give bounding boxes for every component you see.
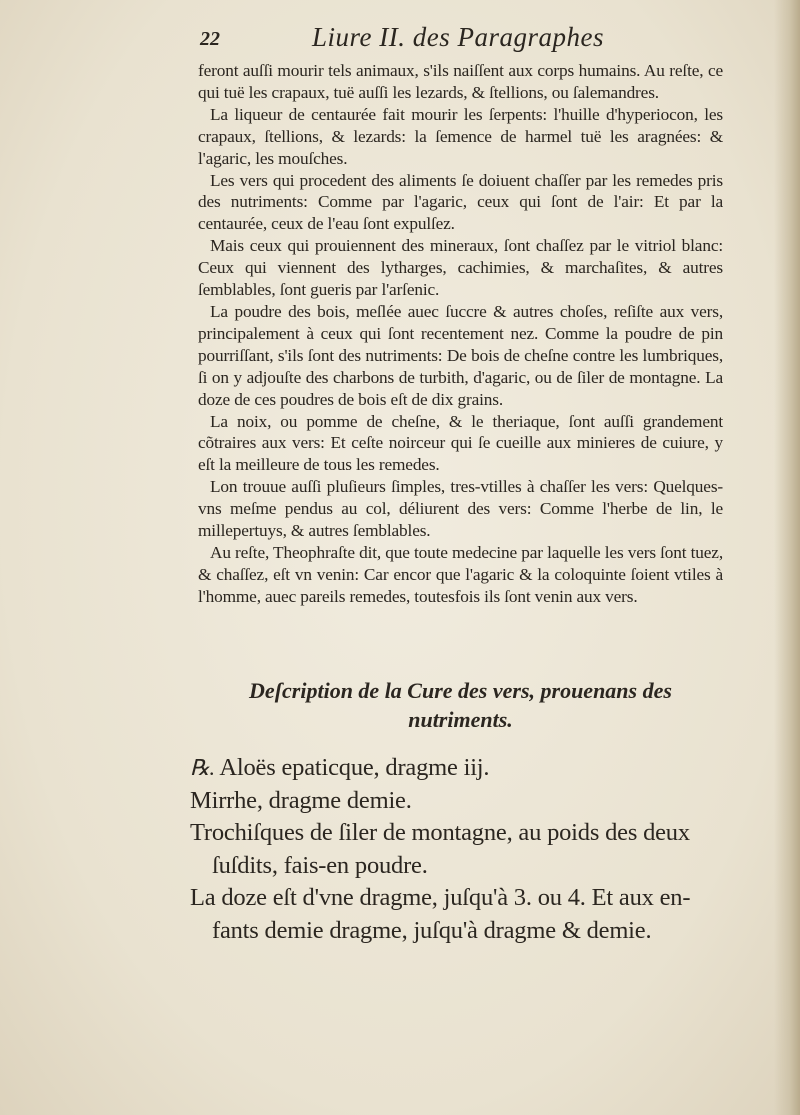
paragraph: La liqueur de centaurée fait mourir les ſerpents: l'huille d'hyperiocon, les crapaux, ſtellions, & lezards: la ſemence de harmel tuë les aragnées: & l'agaric, les mouſches. xyxy=(198,104,723,168)
recipe-line: Trochiſques de ſiler de montagne, au poids des deux xyxy=(190,819,690,846)
paragraph: La poudre des bois, meſlée auec ſuccre & autres choſes, reſiſte aux vers, principalement à ceux qui ſont recentement nez. Comme la poudre de pin pourriſſant, s'ils ſont des nutriments: De bois de cheſne contre les lumbriques, ſi on y adjouſte des charbons de turbith, d'agaric, ou de ſiler de montagne. La doze de ces poudres de bois eſt de dix grains. xyxy=(198,301,723,409)
recipe-line: ſuſdits, fais-en poudre. xyxy=(212,851,428,879)
paragraph: Au reſte, Theophraſte dit, que toute medecine par laquelle les vers ſont tuez, & chaſſez, eſt vn venin: Car encor que l'agaric & la coloquinte ſoient vtiles à l'homme, auec pareils remedes, toutesfois ils ſont venin aux vers. xyxy=(198,542,723,606)
paragraph: Lon trouue auſſi pluſieurs ſimples, tres-vtilles à chaſſer les vers: Quelques-vns meſme pendus au col, déliurent des vers: Comme l'herbe de lin, le millepertuys, & autres ſemblables. xyxy=(198,477,723,541)
page-header xyxy=(200,22,720,62)
recipe-line xyxy=(190,752,730,785)
paragraph: La noix, ou pomme de cheſne, & le theriaque, ſont auſſi grandement cõtraires aux vers: Et ceſte noirceur qui ſe cueille aux minieres de cuiure, y eſt la meilleure de tous les remedes. xyxy=(198,411,723,475)
section-heading: Deſcription de la Cure des vers, prouenans des nutriments. xyxy=(249,678,672,732)
paragraph: Mais ceux qui prouiennent des mineraux, ſont chaſſez par le vitriol blanc: Ceux qui viennent des lytharges, cachimies, & marchaſites, & autres ſemblables, ſont gueris par l'arſenic. xyxy=(198,236,723,300)
recipe-symbol: ℞. xyxy=(190,755,215,780)
recipe-block xyxy=(190,752,730,947)
page-number: 22 xyxy=(200,28,220,50)
recipe-line: Mirrhe, dragme demie. xyxy=(190,786,412,814)
body-text xyxy=(198,60,723,608)
recipe-line: fants demie dragme, juſqu'à dragme & demie. xyxy=(212,916,652,944)
paragraph: feront auſſi mourir tels animaux, s'ils naiſſent aux corps humains. Au reſte, ce qui tuë les crapaux, tuë auſſi les lezards, & ſtellions, ou ſalemandres. xyxy=(198,61,723,102)
running-title: Liure II. des Paragraphes xyxy=(312,22,604,52)
page-edge xyxy=(774,0,800,1115)
paragraph: Les vers qui procedent des aliments ſe doiuent chaſſer par les remedes pris des nutriments: Comme par l'agaric, ceux qui ſont de l'air: Et par la centaurée, ceux de l'eau ſont expulſez. xyxy=(198,170,723,234)
recipe-line-text: Aloës epaticque, dragme iij. xyxy=(219,754,490,781)
recipe-line: La doze eſt d'vne dragme, juſqu'à 3. ou 4. Et aux en- xyxy=(190,884,691,911)
